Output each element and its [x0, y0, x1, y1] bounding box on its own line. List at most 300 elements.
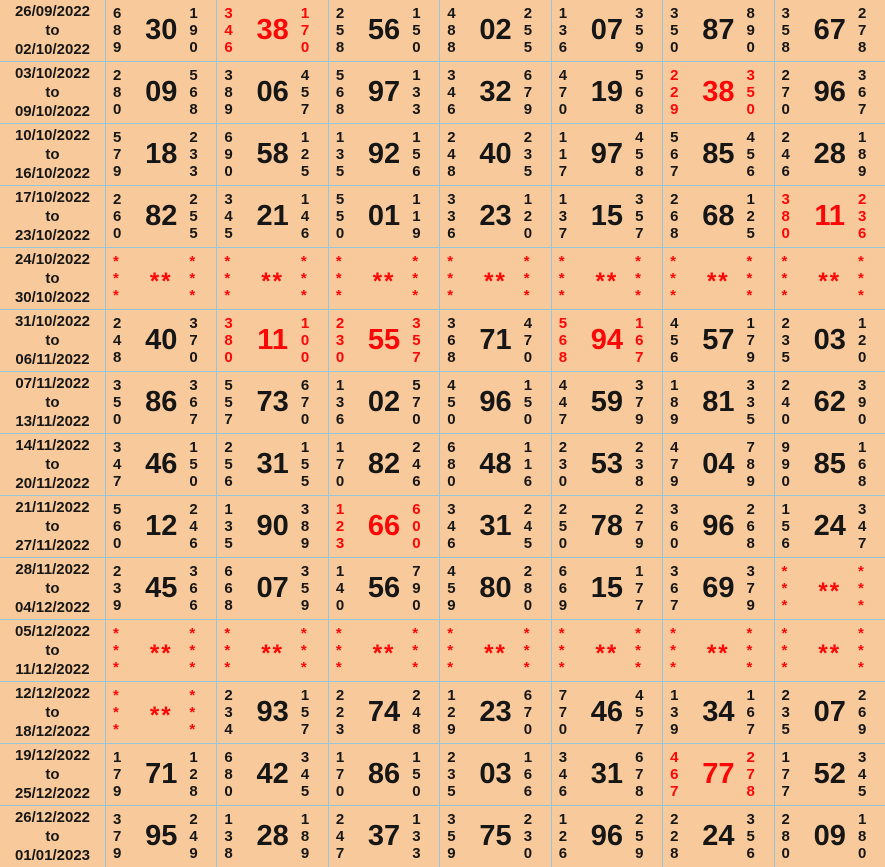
panna-digit: 5 [300, 84, 310, 101]
day-cell [329, 372, 440, 433]
panna-digit: 6 [300, 225, 310, 242]
open-panna [217, 434, 244, 495]
day-cell [775, 434, 885, 495]
panna-digit: 2 [447, 749, 456, 766]
panna-digit: 6 [746, 163, 755, 180]
panna-digit: 1 [335, 749, 345, 766]
day-cell [775, 620, 885, 681]
panna-digit: 3 [189, 315, 198, 332]
panna-digit: 6 [189, 84, 198, 101]
day-cell [106, 62, 217, 123]
panna-digit: 4 [558, 394, 568, 411]
day-cell [106, 620, 217, 681]
panna-digit: 3 [857, 208, 867, 225]
panna-digit: 3 [781, 5, 790, 22]
panna-digit: 6 [412, 501, 421, 518]
day-cell [217, 62, 328, 123]
day-cell [329, 620, 440, 681]
panna-digit: * [781, 642, 788, 659]
panna-digit: 5 [335, 22, 345, 39]
panna-digit: 3 [670, 501, 679, 518]
panna-digit: 9 [300, 845, 310, 862]
panna-digit: 9 [113, 39, 122, 56]
panna-digit: 7 [781, 766, 790, 783]
panna-digit: * [857, 642, 864, 659]
open-panna [663, 682, 690, 743]
panna-digit: 0 [412, 39, 421, 56]
panna-digit: * [447, 270, 454, 287]
panna-digit: * [224, 270, 231, 287]
panna-digit: 5 [335, 191, 345, 208]
close-panna [524, 0, 551, 61]
panna-digit: 5 [224, 456, 233, 473]
panna-digit: 7 [670, 163, 679, 180]
panna-digit: 2 [781, 129, 790, 146]
panna-digit: 4 [189, 518, 198, 535]
date-text: 19/12/2022 [14, 747, 91, 764]
panna-digit: 6 [113, 518, 122, 535]
open-panna [663, 248, 690, 309]
panna-digit: 1 [746, 191, 755, 208]
open-panna [552, 310, 579, 371]
panna-digit: * [447, 659, 454, 676]
panna-digit: 1 [300, 5, 310, 22]
panna-digit: 5 [300, 456, 310, 473]
panna-digit: 4 [300, 766, 310, 783]
panna-digit: 7 [335, 845, 345, 862]
panna-digit: 1 [412, 129, 421, 146]
panna-digit: * [189, 687, 196, 704]
open-panna [217, 0, 244, 61]
jodi-value: 37 [367, 820, 401, 852]
panna-digit: 1 [224, 811, 233, 828]
panna-digit: 4 [635, 129, 644, 146]
close-panna [412, 496, 439, 557]
close-panna [189, 62, 216, 123]
panna-digit: 8 [635, 163, 644, 180]
close-panna [858, 682, 885, 743]
panna-digit: 2 [857, 332, 867, 349]
panna-digit: 3 [335, 332, 345, 349]
panna-digit: 7 [781, 84, 790, 101]
table-row [0, 558, 885, 620]
panna-digit: 3 [189, 377, 198, 394]
panna-digit: 3 [300, 749, 310, 766]
open-panna [217, 248, 244, 309]
jodi-value: 28 [256, 820, 289, 852]
panna-digit: 0 [113, 535, 122, 552]
day-cell [329, 558, 440, 619]
open-panna [440, 558, 467, 619]
date-text: 11/12/2022 [15, 661, 90, 678]
close-panna [858, 434, 885, 495]
panna-digit: 5 [746, 225, 755, 242]
open-panna [106, 372, 133, 433]
close-panna [189, 806, 216, 867]
jodi-value: 09 [813, 820, 846, 852]
close-panna [747, 186, 774, 247]
date-text: 14/11/2022 [15, 437, 90, 454]
close-panna [858, 62, 885, 123]
panna-digit: 6 [635, 332, 644, 349]
open-panna [217, 124, 244, 185]
day-cell [552, 496, 663, 557]
date-separator: to [45, 828, 60, 845]
open-panna [440, 806, 467, 867]
panna-digit: 5 [523, 39, 533, 56]
table-row [0, 62, 885, 124]
day-cell [217, 434, 328, 495]
open-panna [552, 248, 579, 309]
jodi-value: 58 [256, 138, 289, 170]
close-panna [635, 124, 662, 185]
date-text: 04/12/2022 [14, 599, 91, 616]
date-separator: to [45, 270, 60, 287]
panna-digit: 4 [857, 766, 867, 783]
panna-digit: 3 [412, 84, 421, 101]
panna-digit: 4 [670, 749, 679, 766]
panna-digit: 5 [189, 208, 198, 225]
open-panna [106, 0, 133, 61]
panna-digit: * [523, 625, 530, 642]
panna-digit: 3 [558, 208, 568, 225]
panna-digit: 3 [857, 749, 867, 766]
table-row [0, 620, 885, 682]
panna-digit: 1 [300, 439, 310, 456]
close-panna [747, 806, 774, 867]
jodi-value: 52 [813, 758, 846, 790]
panna-digit: 7 [113, 146, 122, 163]
open-panna [106, 186, 133, 247]
panna-digit: * [113, 253, 119, 270]
panna-digit: 8 [447, 39, 456, 56]
panna-digit: 1 [857, 439, 867, 456]
panna-digit: * [335, 642, 342, 659]
panna-digit: 6 [523, 783, 533, 800]
panna-digit: 7 [300, 22, 310, 39]
close-panna [301, 372, 328, 433]
close-panna [412, 744, 439, 805]
panna-digit: * [857, 287, 864, 304]
day-cell [440, 434, 551, 495]
open-panna [663, 434, 690, 495]
panna-digit: 2 [558, 828, 568, 845]
panna-digit: 7 [113, 828, 122, 845]
panna-digit: 1 [746, 315, 755, 332]
panna-digit: 5 [224, 535, 233, 552]
day-cell [329, 0, 440, 61]
panna-digit: 6 [558, 332, 568, 349]
panna-digit: 0 [412, 411, 421, 428]
close-panna [301, 62, 328, 123]
panna-digit: 3 [447, 766, 456, 783]
close-panna [301, 0, 328, 61]
panna-digit: 9 [412, 580, 421, 597]
close-panna [635, 186, 662, 247]
panna-digit: 4 [781, 146, 790, 163]
close-panna [189, 682, 216, 743]
panna-digit: 7 [300, 394, 310, 411]
panna-digit: 0 [523, 225, 533, 242]
open-panna [329, 186, 356, 247]
panna-digit: * [746, 287, 753, 304]
panna-digit: 5 [189, 456, 198, 473]
panna-digit: 7 [189, 411, 198, 428]
day-cell [217, 620, 328, 681]
jodi-value: 68 [702, 200, 735, 232]
date-cell [0, 248, 106, 309]
panna-digit: 8 [412, 721, 421, 738]
day-cell [217, 744, 328, 805]
panna-digit: 8 [189, 783, 198, 800]
open-panna [775, 434, 802, 495]
panna-digit: * [857, 563, 864, 580]
jodi-value: 32 [479, 76, 512, 108]
panna-digit: 0 [300, 411, 310, 428]
panna-digit: 7 [300, 101, 310, 118]
panna-digit: 8 [746, 5, 755, 22]
jodi-value: 24 [702, 820, 735, 852]
panna-digit: 0 [781, 101, 790, 118]
panna-digit: 4 [670, 439, 679, 456]
panna-digit: 9 [635, 535, 644, 552]
close-panna [412, 682, 439, 743]
close-panna [747, 558, 774, 619]
panna-digit: 9 [113, 845, 122, 862]
close-panna [189, 186, 216, 247]
panna-digit: 0 [189, 39, 198, 56]
close-panna [524, 372, 551, 433]
panna-digit: 5 [746, 411, 755, 428]
panna-digit: 1 [189, 439, 198, 456]
panna-digit: 2 [746, 208, 755, 225]
panna-digit: 3 [224, 315, 233, 332]
panna-digit: 3 [335, 146, 345, 163]
table-row [0, 744, 885, 806]
panna-digit: * [224, 287, 231, 304]
panna-digit: 3 [224, 828, 233, 845]
panna-digit: 2 [523, 208, 533, 225]
jodi-value: 46 [590, 696, 624, 728]
panna-digit: 8 [857, 828, 867, 845]
jodi-value: 96 [479, 386, 512, 418]
panna-digit: * [412, 270, 419, 287]
panna-digit: 3 [781, 332, 790, 349]
jodi-value: ** [372, 639, 396, 667]
panna-digit: 2 [113, 315, 122, 332]
date-text: 07/11/2022 [15, 375, 90, 392]
panna-digit: 5 [746, 146, 755, 163]
day-cell [663, 558, 774, 619]
panna-digit: * [558, 287, 565, 304]
panna-digit: 5 [335, 208, 345, 225]
day-cell [663, 496, 774, 557]
open-panna [217, 806, 244, 867]
day-cell [440, 620, 551, 681]
panna-digit: 0 [523, 411, 533, 428]
panna-digit: 5 [635, 67, 644, 84]
open-panna [663, 806, 690, 867]
open-panna [440, 62, 467, 123]
jodi-value: 53 [590, 448, 624, 480]
jodi-value: 90 [256, 510, 289, 542]
date-text: 24/10/2022 [14, 251, 91, 268]
open-panna [440, 186, 467, 247]
panna-digit: 5 [781, 518, 790, 535]
panna-digit: * [113, 625, 119, 642]
panna-digit: * [635, 642, 641, 659]
jodi-value: 96 [813, 76, 846, 108]
open-panna [552, 0, 579, 61]
panna-digit: 8 [781, 828, 790, 845]
close-panna [747, 496, 774, 557]
date-separator: to [45, 22, 60, 39]
day-cell [440, 0, 551, 61]
day-cell [552, 310, 663, 371]
day-cell [106, 434, 217, 495]
panna-digit: 5 [113, 501, 122, 518]
date-separator: to [45, 84, 60, 101]
panna-digit: * [635, 253, 641, 270]
panna-digit: * [189, 270, 196, 287]
open-panna [552, 620, 579, 681]
panna-digit: 4 [335, 580, 345, 597]
panna-digit: 1 [300, 129, 310, 146]
panna-digit: * [300, 253, 307, 270]
panna-digit: 8 [224, 597, 233, 614]
panna-digit: 0 [447, 473, 456, 490]
panna-digit: 9 [224, 101, 233, 118]
jodi-value: 73 [256, 386, 289, 418]
panna-digit: 0 [746, 101, 755, 118]
date-separator: to [45, 766, 60, 783]
date-text: 18/12/2022 [14, 723, 91, 740]
day-cell [217, 124, 328, 185]
panna-digit: 0 [781, 411, 790, 428]
jodi-value: 15 [590, 572, 624, 604]
panna-digit: 0 [335, 783, 345, 800]
panna-digit: 3 [523, 828, 533, 845]
panna-digit: 2 [224, 687, 233, 704]
panna-digit: 0 [558, 535, 568, 552]
jodi-value: ** [595, 267, 619, 295]
panna-digit: 4 [447, 563, 456, 580]
panna-digit: 3 [335, 535, 345, 552]
panna-digit: 1 [635, 315, 644, 332]
day-cell [552, 434, 663, 495]
day-cell [440, 496, 551, 557]
jodi-value: 30 [145, 14, 178, 46]
open-panna [217, 186, 244, 247]
day-cell [440, 682, 551, 743]
date-text: 27/11/2022 [15, 537, 90, 554]
day-cell [552, 558, 663, 619]
panna-digit: 1 [558, 5, 568, 22]
panna-digit: 7 [635, 394, 644, 411]
date-separator: to [45, 456, 60, 473]
jodi-value: 59 [590, 386, 624, 418]
panna-digit: 9 [447, 721, 456, 738]
panna-digit: 8 [447, 456, 456, 473]
panna-digit: 6 [857, 704, 867, 721]
panna-digit: 3 [335, 721, 345, 738]
panna-digit: 6 [447, 332, 456, 349]
close-panna [747, 62, 774, 123]
close-panna [189, 372, 216, 433]
day-cell [106, 496, 217, 557]
panna-digit: 6 [670, 518, 679, 535]
panna-digit: * [335, 287, 342, 304]
date-text: 10/10/2022 [14, 127, 91, 144]
panna-digit: 3 [447, 501, 456, 518]
jodi-value: 85 [813, 448, 846, 480]
day-cell [775, 310, 885, 371]
jodi-value: 75 [479, 820, 512, 852]
panna-digit: 6 [558, 39, 568, 56]
jodi-value: 97 [590, 138, 624, 170]
panna-digit: 8 [224, 84, 233, 101]
panna-digit: 6 [189, 597, 198, 614]
panna-digit: * [113, 659, 119, 676]
panna-digit: 0 [670, 39, 679, 56]
panna-digit: * [113, 721, 119, 738]
panna-digit: 0 [335, 225, 345, 242]
panna-digit: 6 [558, 580, 568, 597]
panna-digit: 6 [224, 39, 233, 56]
panna-digit: * [335, 625, 342, 642]
table-row [0, 248, 885, 310]
panna-digit: 5 [781, 22, 790, 39]
panna-digit: 7 [523, 704, 533, 721]
panna-digit: 1 [670, 377, 679, 394]
jodi-value: 31 [256, 448, 289, 480]
close-panna [301, 620, 328, 681]
close-panna [858, 558, 885, 619]
panna-digit: 7 [857, 101, 867, 118]
jodi-value: ** [818, 267, 842, 295]
panna-digit: 7 [300, 721, 310, 738]
jodi-value: 07 [813, 696, 846, 728]
panna-digit: * [523, 659, 530, 676]
panna-digit: 0 [857, 411, 867, 428]
panna-digit: 7 [670, 783, 679, 800]
panna-digit: 7 [746, 580, 755, 597]
close-panna [524, 682, 551, 743]
panna-digit: 5 [335, 163, 345, 180]
panna-digit: 1 [189, 749, 198, 766]
close-panna [747, 434, 774, 495]
panna-digit: 8 [558, 349, 568, 366]
panna-digit: * [224, 253, 231, 270]
panna-digit: * [670, 287, 676, 304]
close-panna [189, 620, 216, 681]
close-panna [635, 62, 662, 123]
jodi-value: ** [706, 639, 730, 667]
day-cell [329, 310, 440, 371]
panna-digit: 6 [558, 563, 568, 580]
panna-digit: 6 [412, 473, 421, 490]
panna-digit: 6 [523, 473, 533, 490]
close-panna [858, 620, 885, 681]
panna-digit: 1 [335, 439, 345, 456]
open-panna [552, 744, 579, 805]
panna-digit: 9 [113, 163, 122, 180]
panna-digit: 2 [335, 315, 345, 332]
panna-digit: 2 [523, 5, 533, 22]
open-panna [663, 372, 690, 433]
panna-digit: 6 [113, 208, 122, 225]
jodi-value: 45 [145, 572, 178, 604]
